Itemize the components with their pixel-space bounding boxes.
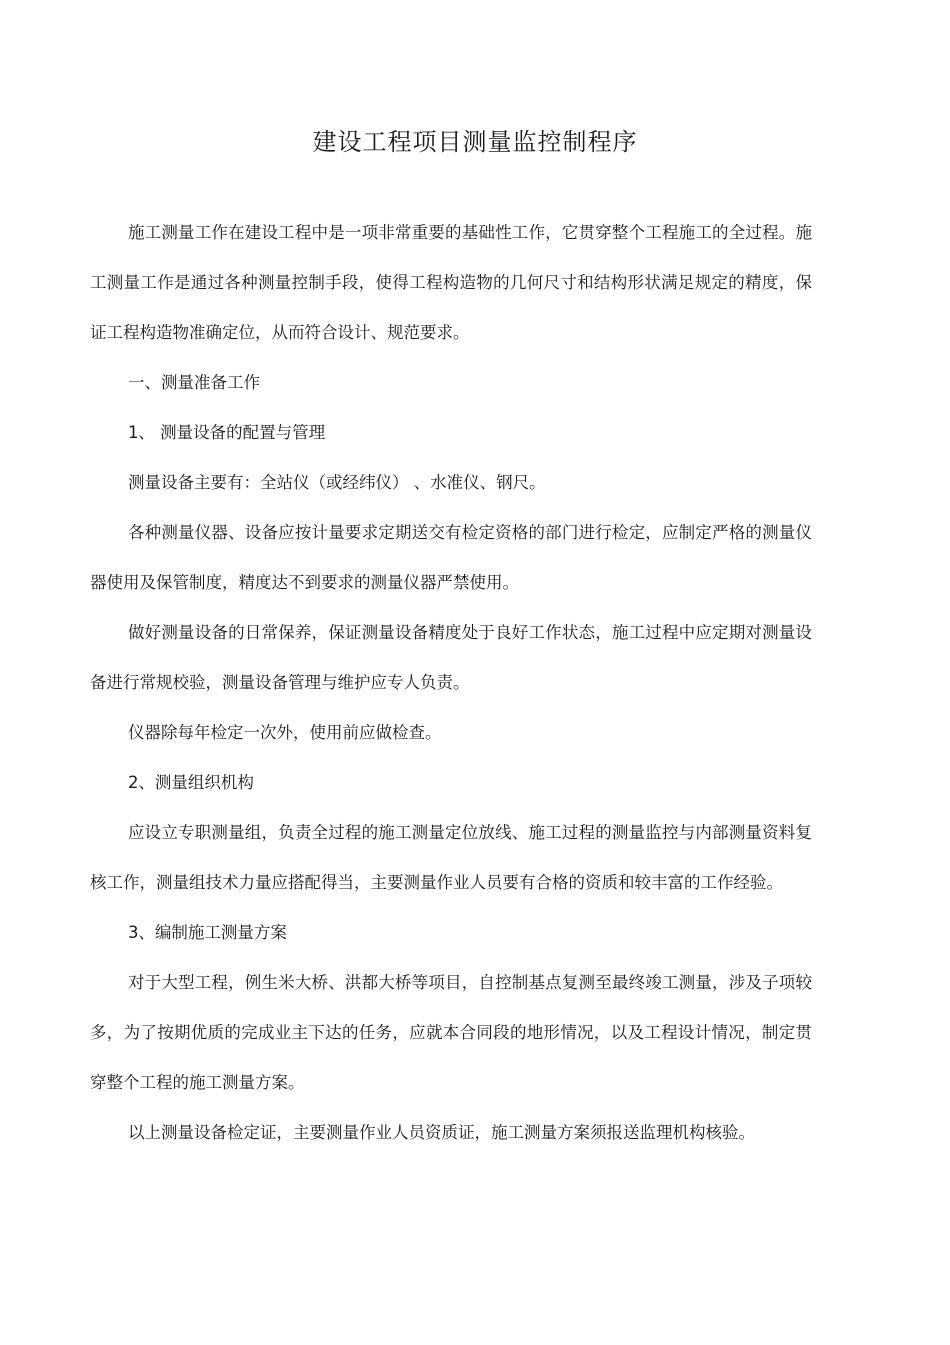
paragraph-equipment-list: 测量设备主要有：全站仪（或经纬仪） 、水准仪、钢尺。 (127, 473, 546, 492)
paragraph-maintenance: 做好测量设备的日常保养，保证测量设备精度处于良好工作状态，施工过程中应定期对测量设备进行常规校验，测量设备管理与维护应专人负责。 (90, 623, 812, 692)
subsection-heading-plan: 3、编制施工测量方案 (127, 923, 287, 942)
subsection-heading-organization: 2、测量组织机构 (127, 773, 254, 792)
paragraph-submission: 以上测量设备检定证，主要测量作业人员资质证，施工测量方案须报送监理机构核验。 (127, 1123, 755, 1142)
document-body (90, 208, 812, 1158)
paragraph-organization: 应设立专职测量组，负责全过程的施工测量定位放线、施工过程的测量监控与内部测量资料复核工作，测量组技术力量应搭配得当，主要测量作业人员要有合格的资质和较丰富的工作经验。 (90, 823, 812, 892)
paragraph-calibration: 各种测量仪器、设备应按计量要求定期送交有检定资格的部门进行检定，应制定严格的测量仪器使用及保管制度，精度达不到要求的测量仪器严禁使用。 (90, 523, 812, 592)
paragraph-plan: 对于大型工程，例生米大桥、洪都大桥等项目，自控制基点复测至最终竣工测量，涉及子项较多，为了按期优质的完成业主下达的任务，应就本合同段的地形情况，以及工程设计情况，制定贯穿整个工程的施工测量方案。 (90, 973, 812, 1092)
paragraph-inspection: 仪器除每年检定一次外，使用前应做检查。 (127, 723, 442, 742)
paragraph-intro: 施工测量工作在建设工程中是一项非常重要的基础性工作，它贯穿整个工程施工的全过程。施工测量工作是通过各种测量控制手段，使得工程构造物的几何尺寸和结构形状满足规定的精度，保证工程构造物准确定位，从而符合设计、规范要求。 (90, 223, 812, 342)
document-title: 建设工程项目测量监控制程序 (312, 128, 638, 156)
section-heading-preparation: 一、测量准备工作 (127, 373, 260, 392)
subsection-heading-equipment: 1、 测量设备的配置与管理 (127, 423, 326, 442)
